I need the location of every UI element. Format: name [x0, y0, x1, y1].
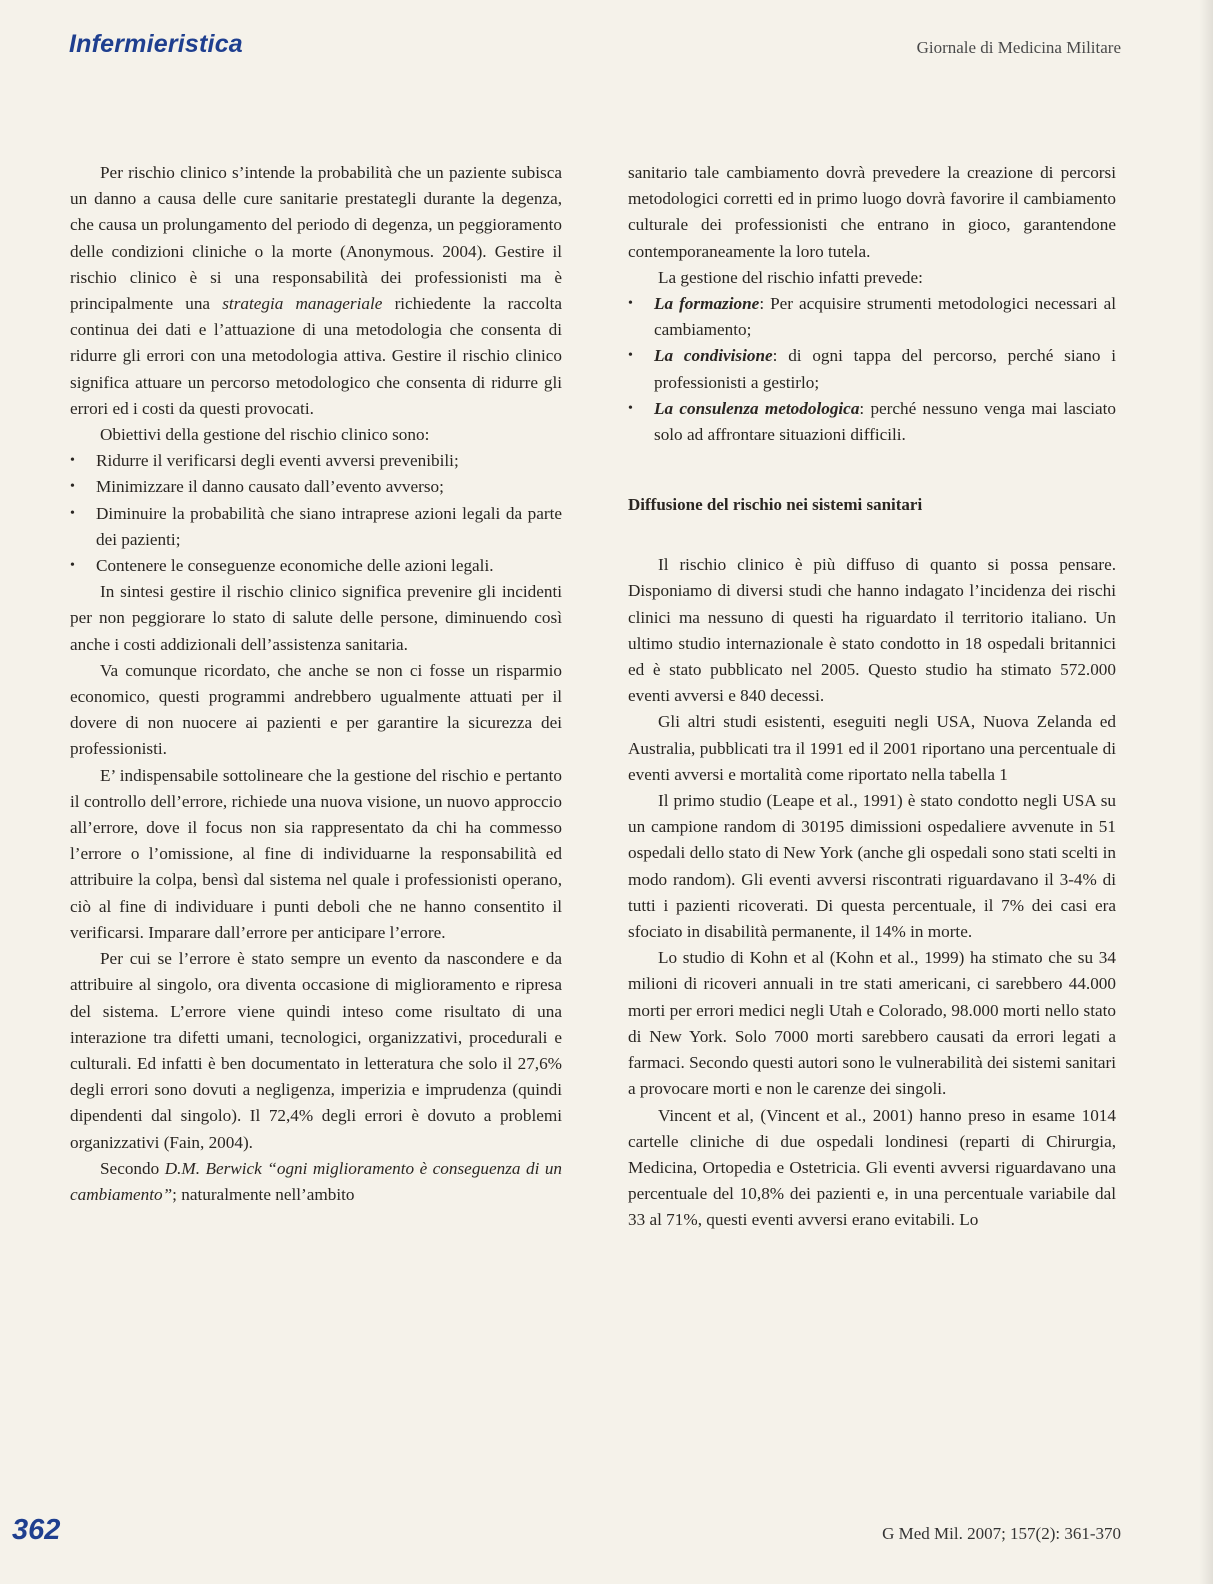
paragraph: Per cui se l’errore è stato sempre un evento da nascondere e da attribuire al singolo, ora diventa occasione di miglioramento e ripresa del sistema. L’errore viene quindi inteso come risultato di una interazione tra difetti umani, tecnologici, organizzativi, procedurali e culturali. Ed infatti è ben documentato in letteratura che solo il 27,6% degli errori sono dovuti a negligenza, imperizia e imprudenza (quindi dipendenti dal singolo). Il 72,4% degli errori è dovuto a problemi organizzativi (Fain, 2004). — [70, 949, 562, 1152]
management-list — [628, 291, 1116, 448]
journal-name: Giornale di Medicina Militare — [916, 38, 1121, 57]
page-number: 362 — [12, 1514, 61, 1546]
list-term: La formazione — [654, 294, 760, 314]
list-item — [628, 396, 1116, 448]
paragraph: sanitario tale cambiamento dovrà prevedere la creazione di percorsi metodologici corretti ed in primo luogo dovrà favorire il cambiamento culturale dei professionisti che entrano in gioco, garantendone contemporaneamente la loro tutela. — [628, 163, 1116, 261]
management-intro: La gestione del rischio infatti prevede: — [658, 267, 923, 287]
list-item: • Contenere le conseguenze economiche delle azioni legali. — [70, 553, 562, 579]
list-text: : di ogni tappa del percorso, perché siano i professionisti a gestirlo; — [654, 346, 1116, 392]
paragraph — [70, 160, 562, 422]
list-text: : Per acquisire strumenti metodologici necessari al cambiamento; — [654, 294, 1117, 340]
list-term: La condivisione — [654, 346, 773, 366]
paragraph: Va comunque ricordato, che anche se non ci fosse un risparmio economico, questi programmi andrebbero ugualmente attuati per il dovere di non nuocere ai pazienti e per garantire la sicurezza dei professionisti. — [70, 660, 562, 759]
paragraph — [70, 1156, 562, 1208]
quote-text: “ogni miglioramento è conseguenza di un cambiamento” — [70, 1158, 563, 1204]
paragraph-text: ; naturalmente nell’ambito — [172, 1184, 355, 1204]
author-name: D.M. Berwick — [164, 1158, 262, 1178]
section-heading: Diffusione del rischio nei sistemi sanitari — [628, 495, 923, 515]
list-item: • Ridurre il verificarsi degli eventi avversi prevenibili; — [70, 448, 562, 474]
objectives-intro: Obiettivi della gestione del rischio clinico sono: — [100, 425, 430, 445]
objectives-list — [70, 448, 562, 579]
paragraph-text: richiedente la raccolta continua dei dati e l’attuazione di una metodologia che consenta di ridurre gli errori con una metodologia attiva. Gestire il rischio clinico significa attuare un percorso metodologico che consenta di ridurre gli errori ed i costi da questi provocati. — [70, 294, 563, 418]
paragraph-text: Per rischio clinico s’intende la probabilità che un paziente subisca un danno a causa delle cure sanitarie prestategli durante la degenza, che causa un prolungamento del periodo di degenza, un peggioramento delle condizioni cliniche o la morte (Anonymous. 2004). Gestire il rischio clinico è si una responsabilità dei professionisti ma è principalmente una — [70, 163, 562, 314]
journal-citation: G Med Mil. 2007; 157(2): 361-370 — [882, 1524, 1121, 1543]
paragraph: Gli altri studi esistenti, eseguiti negli USA, Nuova Zelanda ed Australia, pubblicati tra il 1991 ed il 2001 riportano una percentuale di eventi avversi e mortalità come riportato nella tabella 1 — [628, 712, 1116, 784]
section-heading-block — [628, 492, 1116, 518]
paragraph-text: Secondo — [100, 1158, 160, 1178]
list-item — [628, 343, 1116, 395]
section-title: Infermieristica — [69, 30, 243, 58]
paragraph: Il rischio clinico è più diffuso di quanto si possa pensare. Disponiamo di diversi studi che hanno indagato l’incidenza dei rischi clinici ma nessuno di questi ha riguardato il territorio italiano. Un ultimo studio internazionale è stato condotto in 18 ospedali britannici ed è stato pubblicato nel 2005. Questo studio ha stimato 572.000 eventi avversi e 840 decessi. — [628, 555, 1116, 706]
paragraph: Vincent et al, (Vincent et al., 2001) hanno preso in esame 1014 cartelle cliniche di due ospedali londinesi (reparti di Chirurgia, Medicina, Ortopedia e Ostetricia. Gli eventi avversi riguardavano una percentuale del 10,8% dei pazienti e, in una percentuale variabile dal 33 al 71%, questi eventi avversi erano evitabili. Lo — [628, 1105, 1116, 1230]
list-item: • Minimizzare il danno causato dall’evento avverso; — [70, 474, 562, 500]
list-term: La consulenza metodologica — [654, 398, 860, 418]
paragraph: Il primo studio (Leape et al., 1991) è stato condotto negli USA su un campione random di 30195 dimissioni ospedaliere avvenute in 51 ospedali dello stato di New York (anche gli ospedali sono stati scelti in modo random). Gli eventi avversi riscontrati riguardavano il 3-4% di tutti i pazienti ricoverati. Di questa percentuale, il 7% dei casi era sfociato in disabilità permanente, il 14% in morte. — [628, 791, 1116, 942]
page-edge-shadow — [1199, 0, 1213, 1584]
emphasis-text: strategia manageriale — [222, 294, 383, 314]
list-item — [628, 291, 1116, 343]
paragraph: Lo studio di Kohn et al (Kohn et al., 1999) ha stimato che su 34 milioni di ricoveri annuali in tre stati americani, ci sarebbero 44.000 morti per errori medici negli Utah e Colorado, 98.000 morti nello stato di New York. Solo 7000 morti sarebbero causati da errori legati a farmaci. Secondo questi autori sono le vulnerabilità dei sistemi sanitari a provocare morti e non le carenze dei singoli. — [628, 948, 1116, 1099]
list-item: • Diminuire la probabilità che siano intraprese azioni legali da parte dei pazienti; — [70, 501, 562, 553]
list-text: : perché nessuno venga mai lasciato solo ad affrontare situazioni difficili. — [654, 398, 1116, 445]
paragraph: In sintesi gestire il rischio clinico significa prevenire gli incidenti per non peggiorare lo stato di salute delle persone, diminuendo così anche i costi addizionali dell’assistenza sanitaria. — [70, 582, 562, 654]
right-column — [628, 160, 1116, 1234]
paragraph: E’ indispensabile sottolineare che la gestione del rischio e pertanto il controllo dell’errore, richiede una nuova visione, un nuovo approccio all’errore, dove il focus non sia rappresentato da chi ha commesso l’errore o l’omissione, al fine di individuarne la responsabilità ed attribuire la colpa, bensì dal sistema nel quale i professionisti operano, ciò al fine di individuare i punti deboli che ne hanno consentito il verificarsi. Imparare dall’errore per anticipare l’errore. — [70, 765, 562, 942]
left-column — [70, 160, 562, 1208]
